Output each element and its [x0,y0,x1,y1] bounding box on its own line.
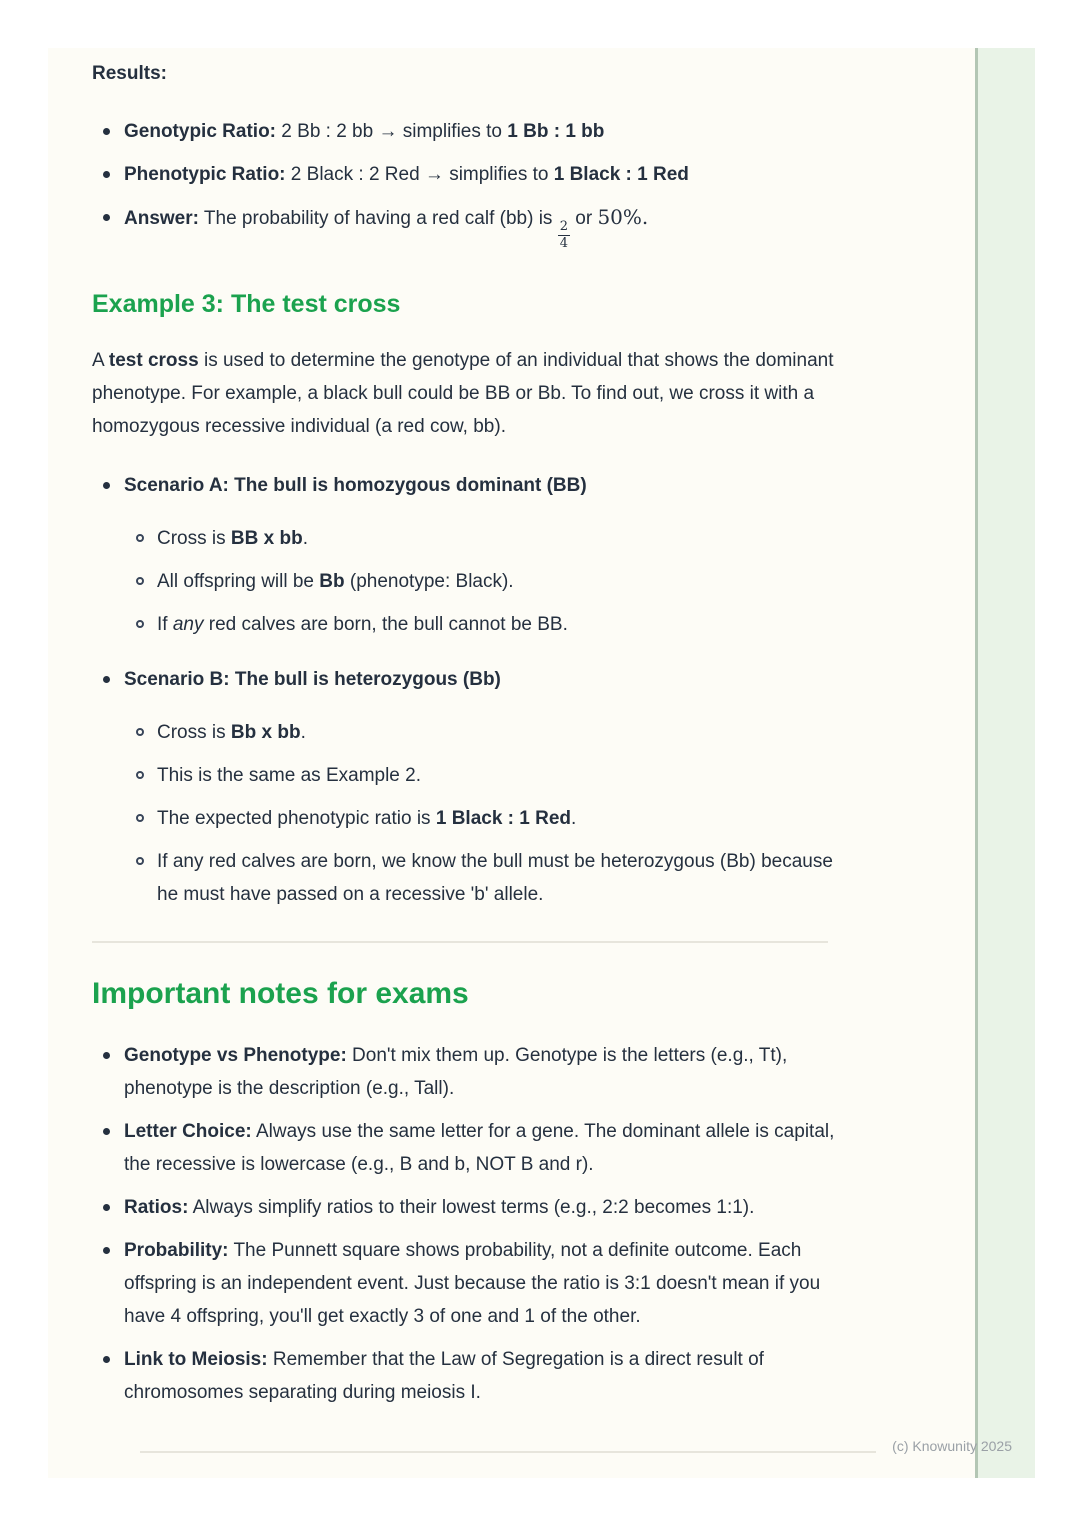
bullet-icon [103,1247,110,1254]
scenario-a-body [124,469,845,641]
circle-bullet-icon [136,771,144,779]
bullet-icon [103,482,110,489]
notes-list [92,1039,845,1409]
footer-divider [140,1451,876,1453]
section-divider [92,941,828,943]
note-item-text: Letter Choice: Always use the same letter for a gene. The dominant allele is capital, the recessive is lowercase (e.g., B and b, NOT B and r). [124,1121,835,1175]
bullet-icon [103,1128,110,1135]
scenario-b-body [124,663,845,911]
scenario-b-sublist [124,716,845,911]
list-item [92,158,845,191]
note-item [92,1115,845,1181]
list-item-text: Genotypic Ratio: 2 Bb : 2 bb → simplifies to 1 Bb : 1 bb [124,121,605,142]
bullet-icon [103,1356,110,1363]
sub-list-item-text: Cross is Bb x bb. [157,722,306,743]
results-list [92,115,845,250]
note-item-text: Link to Meiosis: Remember that the Law of Segregation is a direct result of chromosomes separating during meiosis I. [124,1349,764,1403]
circle-bullet-icon [136,857,144,865]
watermark: (c) Knowunity 2025 [892,1438,1012,1454]
sub-list-item [124,716,845,749]
sub-list-item-text: If any red calves are born, the bull cannot be BB. [157,614,568,635]
note-item [92,1343,845,1409]
list-item [92,201,845,250]
bullet-icon [103,171,110,178]
scenario-list [92,469,845,911]
scenario-a-title: Scenario A: The bull is homozygous dominant (BB) [124,475,587,496]
circle-bullet-icon [136,814,144,822]
sub-list-item [124,759,845,792]
document-content [48,48,975,1409]
sub-list-item-text: All offspring will be Bb (phenotype: Black). [157,571,514,592]
document-card [48,48,975,1478]
circle-bullet-icon [136,534,144,542]
sub-list-item [124,565,845,598]
list-item [92,115,845,148]
bullet-icon [103,128,110,135]
circle-bullet-icon [136,728,144,736]
sub-list-item [124,522,845,555]
note-item-text: Ratios: Always simplify ratios to their lowest terms (e.g., 2:2 becomes 1:1). [124,1197,755,1218]
sub-list-item [124,845,845,911]
example3-heading: Example 3: The test cross [92,290,401,318]
sub-list-item-text: Cross is BB x bb. [157,528,308,549]
sub-list-item [124,608,845,641]
sub-list-item-text: This is the same as Example 2. [157,765,421,786]
bullet-icon [103,676,110,683]
bullet-icon [103,214,110,221]
list-item-text: Answer: The probability of having a red calf (bb) is $\frac{2}{4}$ or 50%. [124,205,649,251]
scenario-b-item [92,663,845,911]
circle-bullet-icon [136,620,144,628]
note-item-text: Probability: The Punnett square shows probability, not a definite outcome. Each offspring is an independent event. Just because the ratio is 3:1 doesn't mean if you have 4 offspring, you'll get exactly 3 of one and 1 of the other. [124,1240,821,1327]
notes-heading: Important notes for exams [92,977,469,1010]
scenario-a-item [92,469,845,641]
bullet-icon [103,1204,110,1211]
list-item-text: Phenotypic Ratio: 2 Black : 2 Red → simplifies to 1 Black : 1 Red [124,164,689,185]
right-green-strip [975,48,1035,1478]
scenario-b-title: Scenario B: The bull is heterozygous (Bb) [124,669,501,690]
circle-bullet-icon [136,577,144,585]
sub-list-item-text: The expected phenotypic ratio is 1 Black : 1 Red. [157,808,577,829]
note-item [92,1234,845,1333]
example3-intro-paragraph: A test cross is used to determine the genotype of an individual that shows the dominant phenotype. For example, a black bull could be BB or Bb. To find out, we cross it with a homozygous recessive individual (a red cow, bb). [92,350,834,437]
scenario-a-sublist [124,522,845,641]
math-percentage: 50%. [597,205,649,229]
note-item [92,1191,845,1224]
sub-list-item-text: If any red calves are born, we know the bull must be heterozygous (Bb) because he must have passed on a recessive 'b' allele. [157,851,833,905]
sub-list-item [124,802,845,835]
results-heading: Results: [92,63,167,84]
math-fraction: $\frac{2}{4}$ [559,219,568,251]
note-item-text: Genotype vs Phenotype: Don't mix them up. Genotype is the letters (e.g., Tt), phenotype is the description (e.g., Tall). [124,1045,788,1099]
note-item [92,1039,845,1105]
bullet-icon [103,1052,110,1059]
